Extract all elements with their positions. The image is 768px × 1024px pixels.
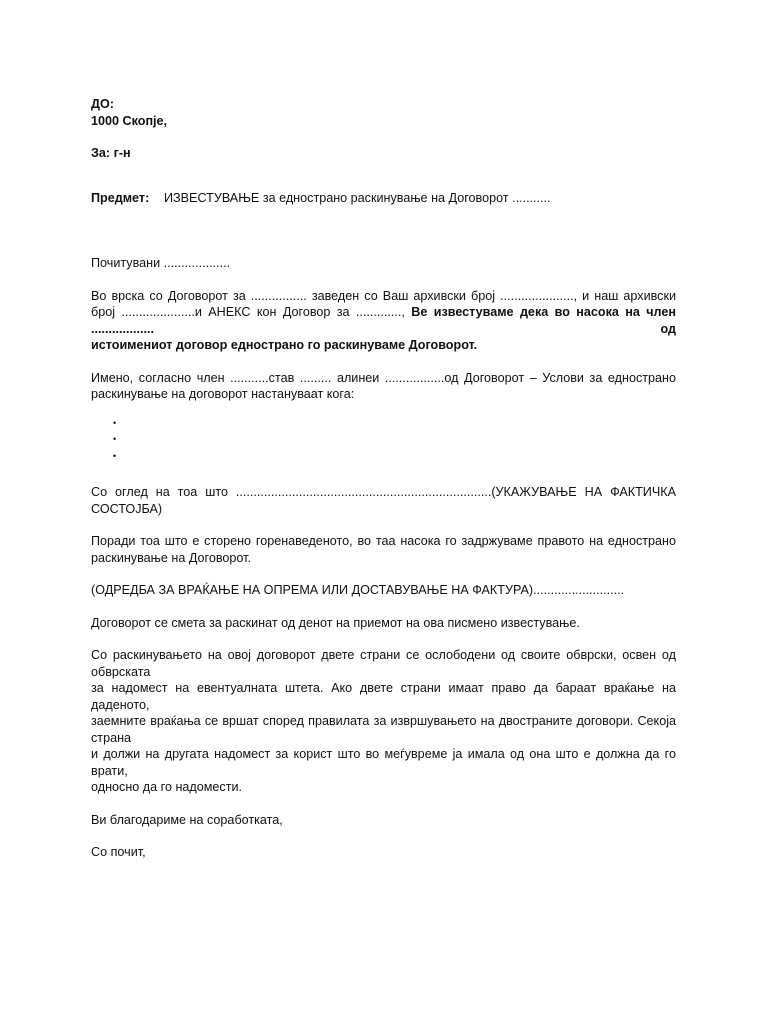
subject-text: ИЗВЕСТУВАЊЕ за еднострано раскинување на Договорот ........... (164, 190, 551, 205)
salutation: Почитувани ................... (91, 256, 231, 270)
paragraph-equipment-invoice: (ОДРЕДБА ЗА ВРАЌАЊЕ НА ОПРЕМА ИЛИ ДОСТАВУВАЊЕ НА ФАКТУРА).......................... (91, 583, 625, 597)
attention-line: За: г-н (91, 146, 131, 160)
subject-label: Предмет: (91, 190, 150, 205)
paragraph-factual-state (91, 484, 676, 517)
letter-page (91, 96, 676, 861)
recipient-to: ДО: (91, 97, 114, 111)
paragraph1-line1: Во врска со Договорот за ................ заведен со Ваш архивски број ....................., и наш архивски (91, 288, 676, 303)
paragraph2-line2: раскинување на договорот настануваат кога: (91, 387, 355, 401)
conditions-list (91, 415, 676, 465)
paragraph-conditions (91, 370, 676, 403)
paragraph7-line2: за надомест на евентуалната штета. Ако двете страни имаат право да бараат враќање на даденото, (91, 681, 676, 712)
subject-line (91, 190, 676, 207)
recipient-city: 1000 Скопје, (91, 113, 168, 128)
paragraph-obligations (91, 647, 676, 796)
paragraph7-line5: односно да го надомести. (91, 780, 243, 794)
paragraph1-line3: истоимениот договор еднострано го раскинуваме Договорот. (91, 338, 478, 352)
paragraph-contract-reference (91, 288, 676, 354)
paragraph7-line4: и должи на другата надомест за корист што во меѓувреме ја имала од она што е должна да го врати, (91, 747, 676, 778)
paragraph-termination-date: Договорот се смета за раскинат од денот на приемот на ова писмено известување. (91, 615, 580, 630)
closing-thanks: Ви благодариме на соработката, (91, 812, 283, 827)
paragraph3-line1: Со оглед на тоа што .........................................................................(УКАЖУВАЊЕ НА ФАКТИЧКА (91, 485, 676, 499)
list-item: • (113, 450, 117, 461)
paragraph1-line2 (91, 304, 676, 337)
list-item: • (113, 434, 117, 444)
paragraph1-line2-bold: Ве известуваме дека во насока на член .................. од (91, 305, 677, 336)
list-item: • (113, 417, 117, 428)
paragraph1-line2-normal: број .....................и АНЕКС кон Договор за ............., (91, 305, 405, 319)
paragraph-reservation (91, 533, 676, 566)
paragraph4-line2: раскинување на Договорот. (91, 550, 251, 565)
closing-regards: Со почит, (91, 845, 146, 859)
paragraph7-line1: Со раскинувањето на овој договорот двете страни се ослободени од своите обврски, освен од обврската (91, 648, 676, 679)
paragraph4-line1: Поради тоа што е сторено горенаведеното, во таа насока го задржуваме правото на еднострано (91, 534, 676, 548)
paragraph2-line1: Имено, согласно член ...........став ......... алинеи .................од Договорот – Услови за еднострано (91, 370, 676, 385)
paragraph7-line3: заемните враќања се вршат според правилата за извршувањето на двостраните договори. Секоја страна (91, 714, 676, 745)
paragraph3-line2: СОСТОЈБА) (91, 501, 163, 516)
